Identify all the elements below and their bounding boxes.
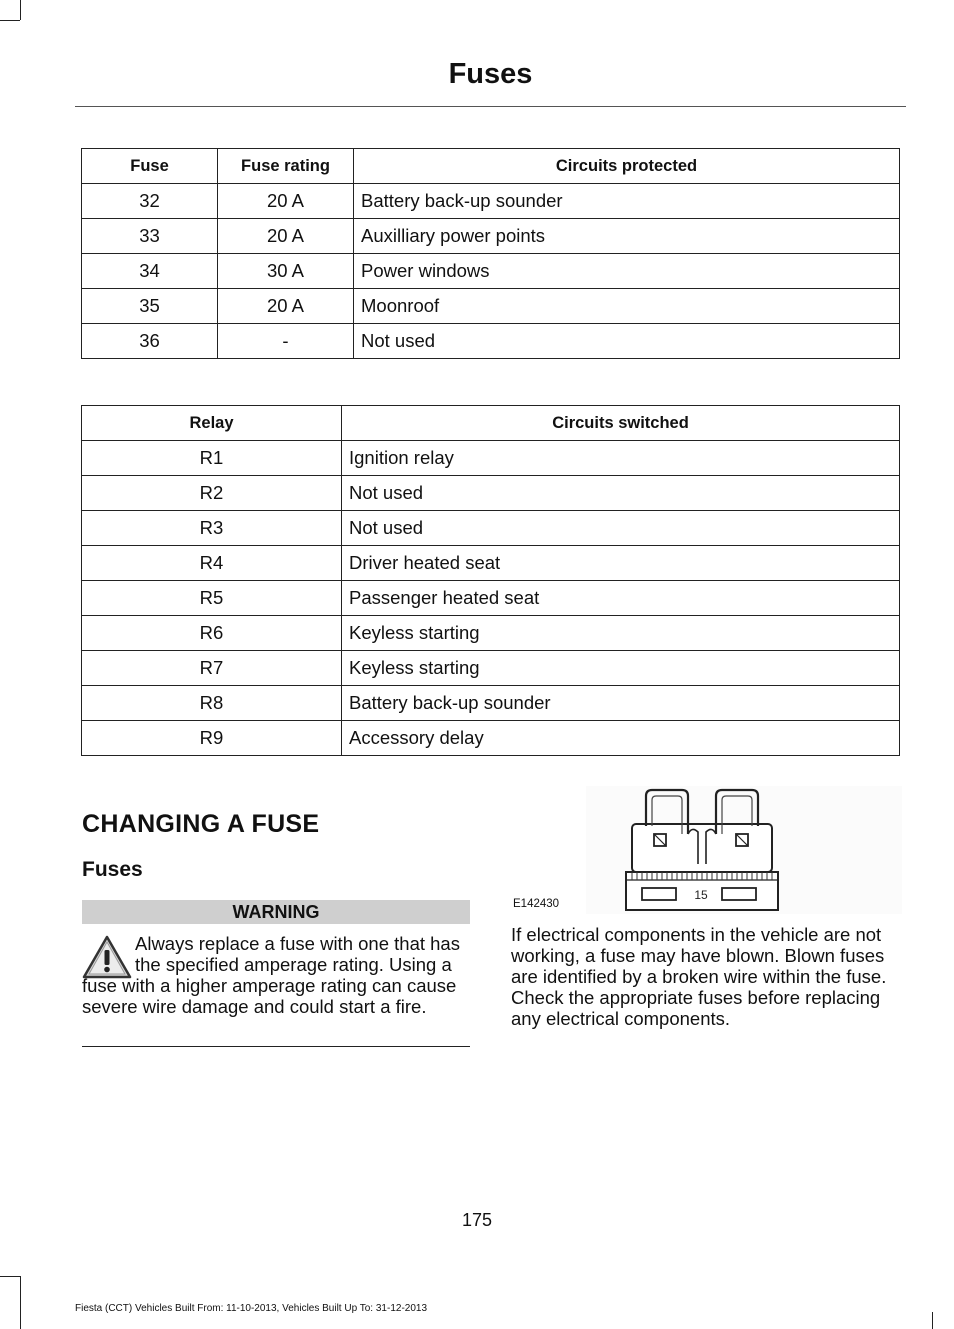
relay-id: R7 [82, 651, 342, 686]
header-cell: Circuits switched [342, 406, 900, 441]
fuse-number: 33 [82, 219, 218, 254]
circuit-protected: Battery back-up sounder [354, 184, 900, 219]
table-row [82, 616, 900, 651]
crop-mark [20, 1276, 21, 1329]
relay-table [81, 405, 900, 756]
circuit-switched: Battery back-up sounder [342, 686, 900, 721]
fuse-table [81, 148, 900, 359]
circuit-switched: Accessory delay [342, 721, 900, 756]
page-number: 175 [461, 1210, 493, 1230]
warning-divider [82, 1046, 470, 1047]
section-subheading: Fuses [82, 858, 143, 881]
fuse-number: 34 [82, 254, 218, 289]
circuit-protected: Auxilliary power points [354, 219, 900, 254]
table-row [82, 476, 900, 511]
fuse-rating: 20 A [218, 184, 354, 219]
circuit-switched: Ignition relay [342, 441, 900, 476]
relay-id: R9 [82, 721, 342, 756]
relay-id: R3 [82, 511, 342, 546]
table-header-row [82, 149, 900, 184]
page-footer: Fiesta (CCT) Vehicles Built From: 11-10-2013, Vehicles Built Up To: 31-12-2013 [75, 1303, 428, 1314]
circuit-protected: Moonroof [354, 289, 900, 324]
circuit-switched: Not used [342, 476, 900, 511]
table-row [82, 651, 900, 686]
circuit-switched: Not used [342, 511, 900, 546]
relay-id: R4 [82, 546, 342, 581]
warning-text-block [82, 933, 472, 1017]
table-row [82, 289, 900, 324]
relay-id: R8 [82, 686, 342, 721]
fuse-rating-label: 15 [694, 888, 708, 902]
fuse-number: 35 [82, 289, 218, 324]
table-row [82, 686, 900, 721]
fuse-rating: 20 A [218, 219, 354, 254]
table-row [82, 184, 900, 219]
section-heading: CHANGING A FUSE [82, 810, 320, 838]
page-title: Fuses [448, 58, 533, 90]
warning-text: Always replace a fuse with one that has the specified amperage rating. Using a fuse with a higher amperage rating can cause severe wire damage and could start a fire. [82, 933, 460, 1017]
fuse-number: 32 [82, 184, 218, 219]
header-cell: Fuse [82, 149, 218, 184]
table-row [82, 511, 900, 546]
relay-id: R5 [82, 581, 342, 616]
crop-mark [0, 1276, 20, 1277]
circuit-switched: Keyless starting [342, 651, 900, 686]
circuit-switched: Keyless starting [342, 616, 900, 651]
relay-id: R1 [82, 441, 342, 476]
fuse-number: 36 [82, 324, 218, 359]
table-row [82, 324, 900, 359]
crop-mark [932, 1312, 933, 1329]
fuse-rating: - [218, 324, 354, 359]
table-row [82, 254, 900, 289]
table-row [82, 721, 900, 756]
circuit-switched: Driver heated seat [342, 546, 900, 581]
figure-label: E142430 [513, 898, 560, 910]
table-row [82, 546, 900, 581]
circuit-protected: Power windows [354, 254, 900, 289]
fuse-illustration [586, 786, 902, 914]
header-cell: Relay [82, 406, 342, 441]
table-header-row [82, 406, 900, 441]
fuse-rating: 30 A [218, 254, 354, 289]
header-cell: Circuits protected [354, 149, 900, 184]
relay-id: R2 [82, 476, 342, 511]
title-divider [75, 106, 906, 107]
warning-banner: WARNING [82, 900, 470, 924]
crop-mark [0, 20, 20, 21]
body-paragraph: If electrical components in the vehicle are not working, a fuse may have blown. Blown fuses are identified by a broken wire within the fuse. Check the appropriate fuses before replacing any electrical components. [511, 924, 887, 1029]
table-row [82, 219, 900, 254]
fuse-rating: 20 A [218, 289, 354, 324]
table-row [82, 581, 900, 616]
relay-id: R6 [82, 616, 342, 651]
crop-mark [20, 0, 21, 20]
circuit-switched: Passenger heated seat [342, 581, 900, 616]
header-cell: Fuse rating [218, 149, 354, 184]
table-row [82, 441, 900, 476]
circuit-protected: Not used [354, 324, 900, 359]
